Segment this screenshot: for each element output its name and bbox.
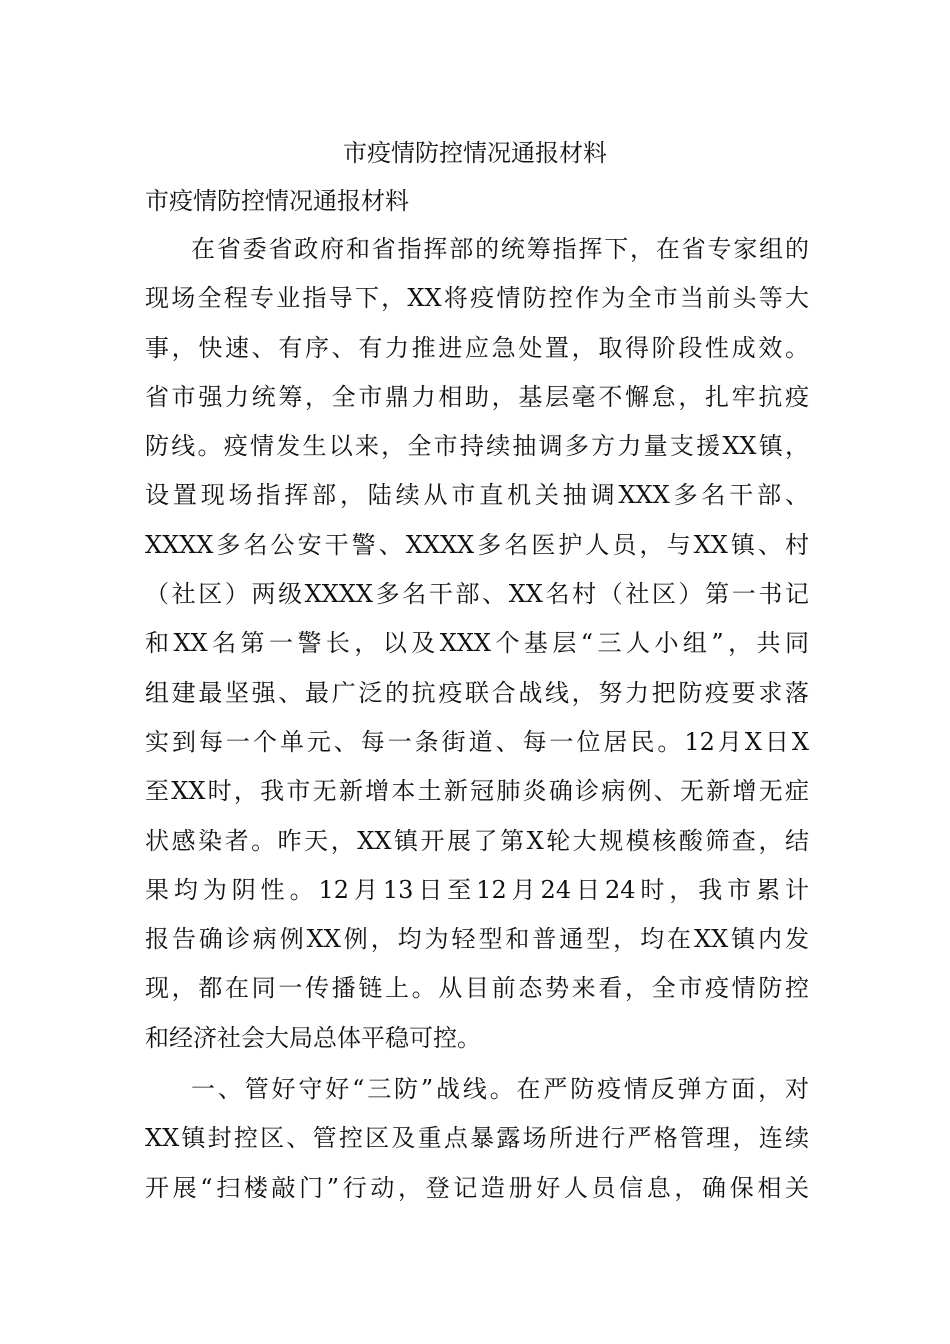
paragraph-line: 和XX名第一警长，以及XXX个基层“三人小组”，共同	[145, 629, 809, 658]
paragraph-line: 事，快速、有序、有力推进应急处置，取得阶段性成效。	[145, 333, 809, 362]
paragraph-line: 在省委省政府和省指挥部的统筹指挥下，在省专家组的	[191, 235, 809, 263]
paragraph-line: 省市强力统筹，全市鼎力相助，基层毫不懈怠，扎牢抗疫	[145, 382, 809, 411]
paragraph-line: 开展“扫楼敲门”行动，登记造册好人员信息，确保相关	[145, 1173, 809, 1202]
paragraph-line: 报告确诊病例XX例，均为轻型和普通型，均在XX镇内发	[145, 925, 809, 954]
paragraph-line: 和经济社会大局总体平稳可控。	[145, 1023, 481, 1052]
paragraph-line: 现，都在同一传播链上。从目前态势来看，全市疫情防控	[145, 974, 809, 1003]
paragraph-line: 防线。疫情发生以来，全市持续抽调多方力量支援XX镇，	[145, 432, 809, 461]
paragraph-line: 组建最坚强、最广泛的抗疫联合战线，努力把防疫要求落	[145, 678, 809, 707]
paragraph-line: （社区）两级XXXX多名干部、XX名村（社区）第一书记	[145, 580, 809, 609]
paragraph-line: 状感染者。昨天，XX镇开展了第X轮大规模核酸筛查，结	[145, 826, 809, 855]
paragraph-line: XXXX多名公安干警、XXXX多名医护人员，与XX镇、村	[145, 530, 809, 559]
paragraph-line: 果均为阴性。12月13日至12月24日24时，我市累计	[145, 875, 809, 904]
document-body	[145, 232, 809, 1220]
paragraph-line: XX镇封控区、管控区及重点暴露场所进行严格管理，连续	[145, 1124, 809, 1153]
paragraph-line: 设置现场指挥部，陆续从市直机关抽调XXX多名干部、	[145, 481, 809, 510]
document-title: 市疫情防控情况通报材料	[343, 139, 607, 167]
paragraph-line: 现场全程专业指导下，XX将疫情防控作为全市当前头等大	[145, 284, 809, 313]
paragraph-line: 至XX时，我市无新增本土新冠肺炎确诊病例、无新增无症	[145, 777, 809, 806]
document-subtitle: 市疫情防控情况通报材料	[145, 187, 409, 215]
paragraph-line: 实到每一个单元、每一条街道、每一位居民。12月X日X	[145, 727, 809, 756]
paragraph-line: 一、管好守好“三防”战线。在严防疫情反弹方面，对	[191, 1075, 809, 1104]
